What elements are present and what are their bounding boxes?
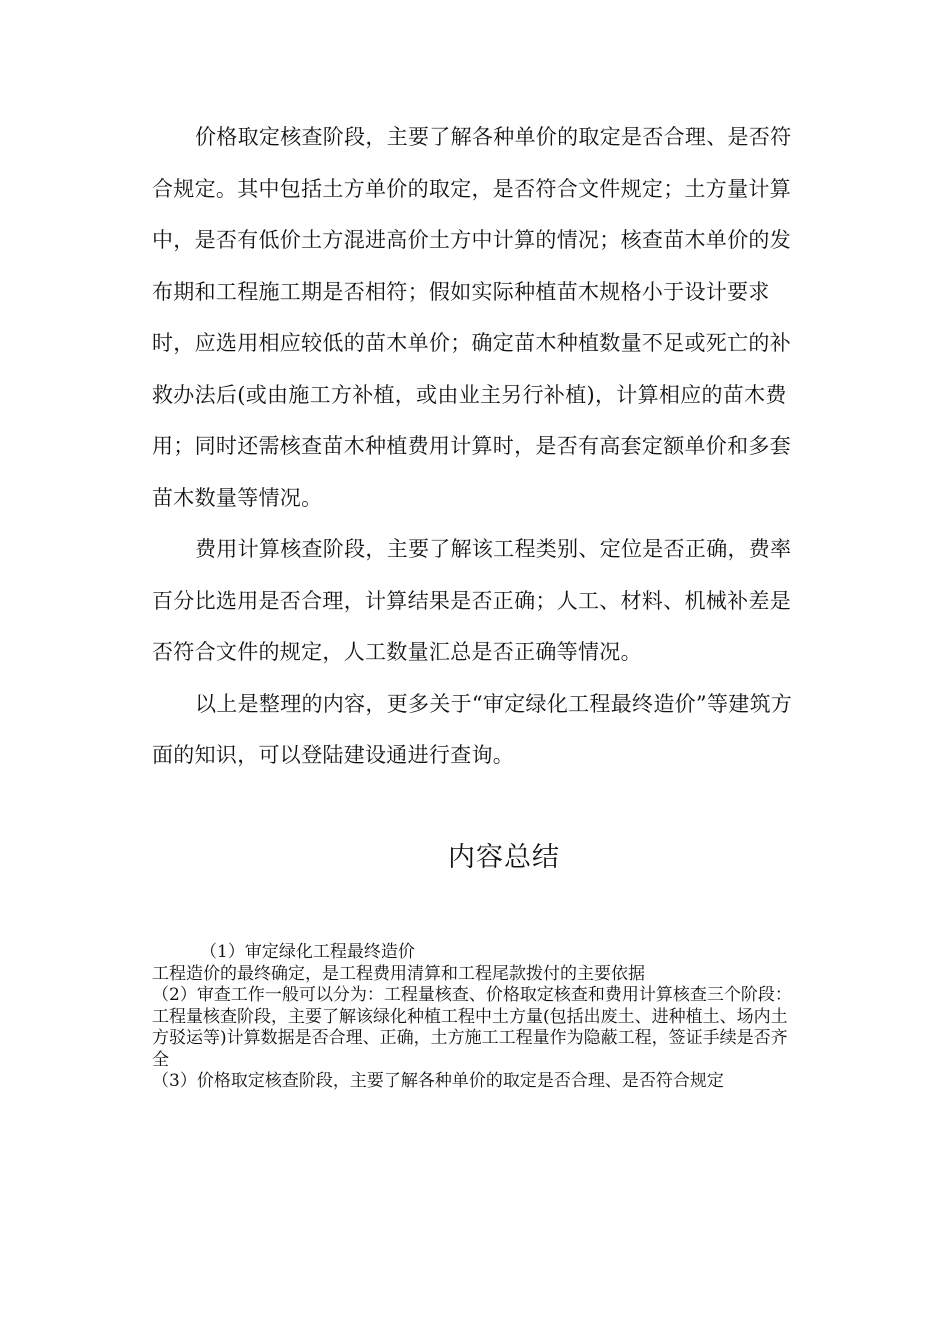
summary-block: [152, 942, 792, 1093]
document-body: [152, 112, 802, 782]
paragraph-price-review: 价格取定核查阶段，主要了解各种单价的取定是否合理、是否符合规定。其中包括土方单价的取定，是否符合文件规定；土方量计算中，是否有低价土方混进高价土方中计算的情况；核查苗木单价的发布期和工程施工期是否相符；假如实际种植苗木规格小于设计要求时，应选用相应较低的苗木单价；确定苗木种植数量不足或死亡的补救办法后(或由施工方补植，或由业主另行补植)，计算相应的苗木费用；同时还需核查苗木种植费用计算时，是否有高套定额单价和多套苗木数量等情况。: [152, 125, 792, 510]
summary-line-2: 工程造价的最终确定，是工程费用清算和工程尾款拨付的主要依据: [152, 963, 645, 984]
summary-line-4: 工程量核查阶段，主要了解该绿化种植工程中土方量(包括出废土、进种植土、场内土方驳运等)计算数据是否合理、正确，土方施工工程量作为隐蔽工程，签证手续是否齐全: [152, 1006, 788, 1070]
summary-line-1: （1）审定绿化工程最终造价: [200, 942, 415, 962]
paragraph-closing: 以上是整理的内容，更多关于“审定绿化工程最终造价”等建筑方面的知识，可以登陆建设通进行查询。: [152, 691, 793, 767]
summary-line-5: （3）价格取定核查阶段，主要了解各种单价的取定是否合理、是否符合规定: [152, 1071, 724, 1091]
summary-line-3: （2）审查工作一般可以分为：工程量核查、价格取定核查和费用计算核查三个阶段：: [152, 985, 792, 1005]
summary-title: 内容总结: [448, 842, 560, 873]
paragraph-fee-review: 费用计算核查阶段，主要了解该工程类别、定位是否正确，费率百分比选用是否合理，计算结果是否正确；人工、材料、机械补差是否符合文件的规定，人工数量汇总是否正确等情况。: [152, 537, 792, 664]
